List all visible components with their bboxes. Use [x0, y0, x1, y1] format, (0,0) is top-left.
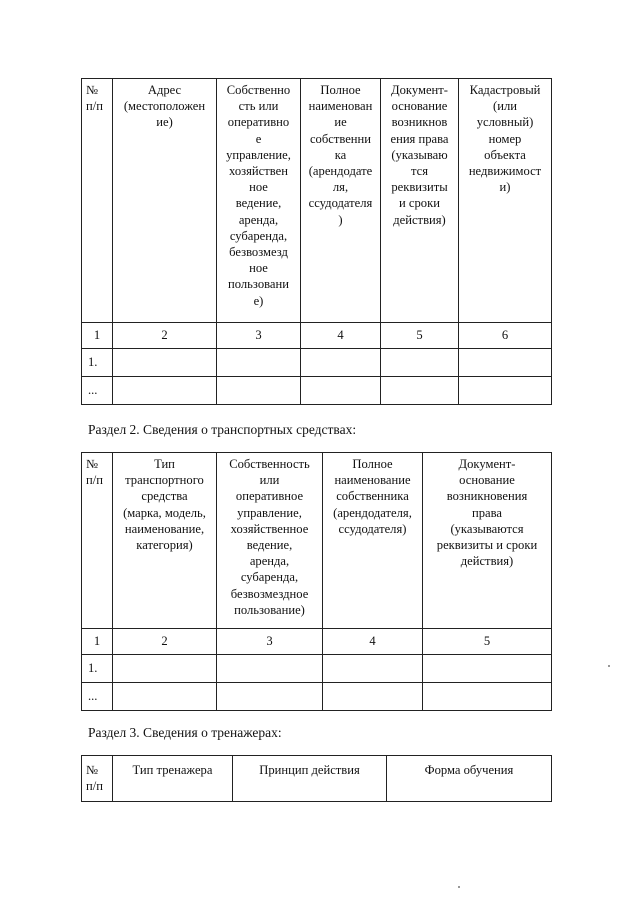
column-number: 5	[381, 323, 459, 349]
header-cell-owner-name	[323, 453, 423, 629]
column-number: 4	[323, 629, 423, 655]
header-cell-number	[82, 453, 113, 629]
header-cell-document	[423, 453, 552, 629]
empty-cell[interactable]	[217, 655, 323, 683]
header-text: Тип транспортного средства (марка, модель, наименование, категория)	[123, 457, 206, 553]
header-cell-simulator-type	[113, 756, 233, 802]
empty-cell[interactable]	[423, 655, 552, 683]
empty-cell[interactable]	[301, 349, 381, 377]
scan-speck	[608, 665, 610, 667]
header-text: № п/п	[86, 457, 103, 488]
header-text: Полное наименован ие собственни ка (арендодате ля, ссудодателя )	[308, 83, 373, 227]
column-number: 1	[82, 629, 113, 655]
empty-cell[interactable]	[323, 683, 423, 711]
table-row	[82, 655, 552, 683]
column-number: 2	[113, 323, 217, 349]
header-text: Форма обучения	[424, 763, 514, 777]
section-3-title: Раздел 3. Сведения о тренажерах:	[88, 725, 282, 740]
empty-cell[interactable]	[301, 377, 381, 405]
header-cell-document	[381, 79, 459, 323]
header-cell-owner-name	[301, 79, 381, 323]
table-row	[82, 377, 552, 405]
simulators-table	[81, 755, 552, 802]
column-number: 6	[459, 323, 552, 349]
empty-cell[interactable]	[113, 655, 217, 683]
header-text: Собственно сть или оперативно е управление, хозяйствен ное ведение, аренда, субаренда, безвозмезд ное пользовани е)	[226, 83, 291, 308]
empty-cell[interactable]	[113, 349, 217, 377]
header-text: № п/п	[86, 83, 103, 114]
table-row	[82, 349, 552, 377]
header-text: Документ- основание возникнов ения права (указываю тся реквизиты и сроки действия)	[390, 83, 449, 227]
column-number: 3	[217, 323, 301, 349]
empty-cell[interactable]	[217, 683, 323, 711]
header-cell-ownership	[217, 453, 323, 629]
empty-cell[interactable]	[323, 655, 423, 683]
empty-cell[interactable]	[217, 349, 301, 377]
column-number: 3	[217, 629, 323, 655]
header-text: Полное наименование собственника (арендодателя, ссудодателя)	[333, 457, 412, 536]
empty-cell[interactable]	[459, 377, 552, 405]
section-2-title: Раздел 2. Сведения о транспортных средствах:	[88, 422, 357, 437]
row-number: ...	[82, 683, 113, 711]
row-number: 1.	[82, 349, 113, 377]
scan-speck	[458, 886, 460, 888]
header-cell-training-form	[387, 756, 552, 802]
empty-cell[interactable]	[113, 683, 217, 711]
header-cell-operating-principle	[233, 756, 387, 802]
header-text: Кадастровый (или условный) номер объекта недвижимост и)	[468, 83, 542, 195]
property-table	[81, 78, 552, 405]
empty-cell[interactable]	[113, 377, 217, 405]
row-number: 1.	[82, 655, 113, 683]
column-number: 1	[82, 323, 113, 349]
header-text: Тип тренажера	[132, 763, 213, 777]
column-number: 2	[113, 629, 217, 655]
header-text: Документ- основание возникновения права (указываются реквизиты и сроки действия)	[436, 457, 538, 569]
vehicles-table	[81, 452, 552, 711]
header-text: Собственность или оперативное управление, хозяйственное ведение, аренда, субаренда, безвозмездное пользование)	[229, 457, 310, 617]
header-text: Принцип действия	[259, 763, 360, 777]
column-number: 4	[301, 323, 381, 349]
empty-cell[interactable]	[381, 349, 459, 377]
header-cell-number	[82, 756, 113, 802]
row-number: ...	[82, 377, 113, 405]
header-cell-ownership	[217, 79, 301, 323]
empty-cell[interactable]	[217, 377, 301, 405]
header-text: Адрес (местоположен ие)	[123, 83, 206, 130]
column-number: 5	[423, 629, 552, 655]
empty-cell[interactable]	[381, 377, 459, 405]
header-cell-address	[113, 79, 217, 323]
header-cell-number	[82, 79, 113, 323]
table-row	[82, 683, 552, 711]
empty-cell[interactable]	[459, 349, 552, 377]
empty-cell[interactable]	[423, 683, 552, 711]
header-text: № п/п	[86, 763, 103, 794]
header-cell-cadastral	[459, 79, 552, 323]
header-cell-vehicle-type	[113, 453, 217, 629]
